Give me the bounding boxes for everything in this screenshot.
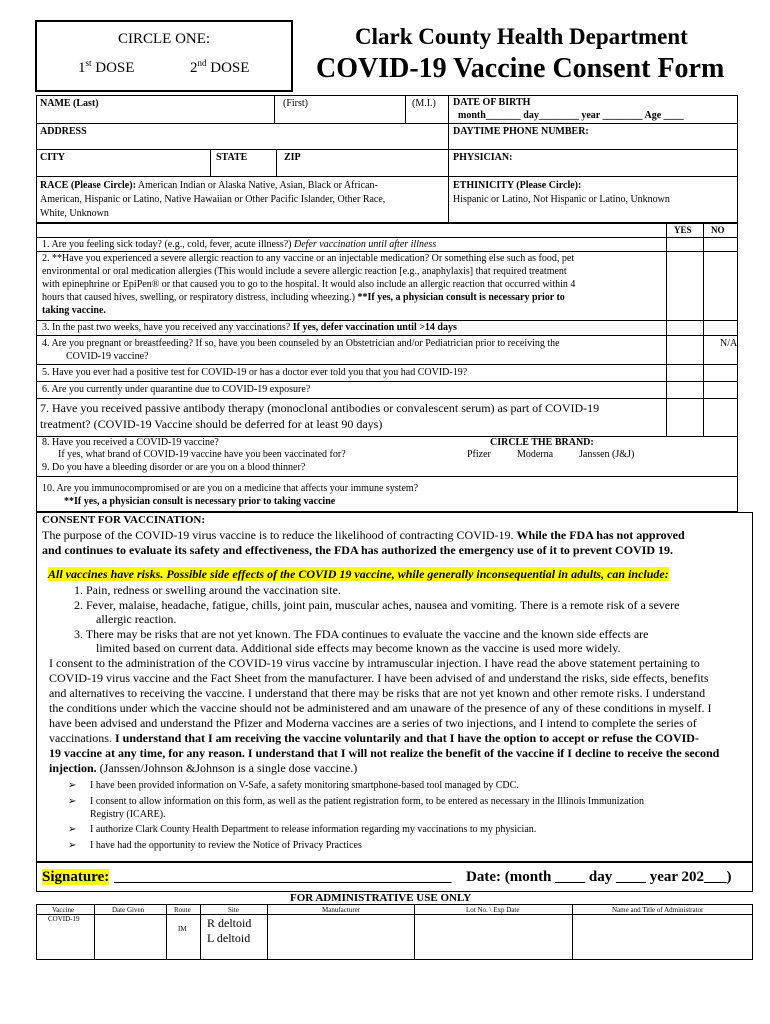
risk-1: 1. Pain, redness or swelling around the vaccination site. bbox=[74, 583, 341, 597]
consent-text-line1: I consent to the administration of the COVID-19 virus vaccine by intramuscular injection. I have read the above statement pertaining to bbox=[49, 656, 700, 670]
col-administrator: Name and Title of Administrator bbox=[612, 906, 704, 914]
consent-text-line5: have been advised and understand the Pfizer and Moderna vaccines are a series of two injections, and I intend to complete the series of bbox=[49, 716, 697, 730]
name-last-field[interactable]: NAME (Last) bbox=[40, 98, 99, 109]
col-site: Site bbox=[228, 906, 239, 914]
yes-column-header: YES bbox=[674, 225, 692, 235]
race-line2[interactable]: American, Hispanic or Latino, Native Hawaiian or Other Pacific Islander, Other Race, bbox=[40, 194, 386, 205]
consent-purpose-line2: and continues to evaluate its safety and effectiveness, the FDA has authorized the emergency use of it to prevent COVID 19. bbox=[42, 543, 674, 557]
circle-brand-label: CIRCLE THE BRAND: bbox=[490, 437, 594, 448]
consent-text-line7: 19 vaccine at any time, for any reason. I understand that I will not realize the benefit of the vaccine if I decline to receive the second bbox=[49, 746, 720, 760]
administrator-cell[interactable] bbox=[573, 915, 752, 959]
site-left-deltoid[interactable]: L deltoid bbox=[207, 931, 251, 945]
question-5: 5. Have you ever had a positive test for COVID-19 or has a doctor ever told you that you had COVID-19? bbox=[42, 367, 468, 378]
col-manufacturer: Manufacturer bbox=[322, 906, 361, 914]
site-right-deltoid[interactable]: R deltoid bbox=[207, 916, 252, 930]
bullet-2-icon: ➢ bbox=[68, 796, 77, 807]
question-3 bbox=[42, 322, 457, 333]
dob-line[interactable]: month_______ day________ year ________ Age ____ bbox=[458, 110, 684, 121]
ethnicity-options[interactable]: Hispanic or Latino, Not Hispanic or Latino, Unknown bbox=[453, 194, 670, 205]
signature-date[interactable]: Date: (month ____ day ____ year 202___) bbox=[466, 869, 732, 885]
vaccinations-word: vaccinations. bbox=[49, 731, 115, 745]
bullet-2-line1: I consent to allow information on this form, as well as the patient registration form, to be entered as necessary in the Illinois Immunization bbox=[90, 796, 645, 807]
injection-word: injection. bbox=[49, 761, 97, 775]
dose2-number: 2 bbox=[190, 60, 198, 76]
question-10-line2: **If yes, a physician consult is necessary prior to taking vaccine bbox=[64, 496, 336, 507]
risks-highlight: All vaccines have risks. Possible side effects of the COVID 19 vaccine, while generally inconsequential in adults, can include: bbox=[48, 567, 669, 581]
signature-highlight: Signature: bbox=[42, 869, 110, 885]
ethnicity-label: ETHINICITY (Please Circle): bbox=[453, 180, 582, 191]
bullet-4-icon: ➢ bbox=[68, 840, 77, 851]
q2-physician-note: **If yes, a physician consult is necessary prior to bbox=[354, 292, 565, 303]
q1-note: Defer vaccination until after illness bbox=[291, 239, 437, 250]
zip-field[interactable]: ZIP bbox=[284, 152, 301, 163]
question-2-line2: environmental or oral medication allergies (This would include a severe allergic reaction [e.g., anaphylaxis] that required treatment bbox=[42, 266, 567, 277]
question-9: 9. Do you have a bleeding disorder or are you on a blood thinner? bbox=[42, 462, 306, 473]
no-column-header: NO bbox=[711, 225, 725, 235]
consent-text-line2: COVID-19 virus vaccine and the Fact Sheet from the manufacturer. I have been advised of and understand the risks, side effects, benefits bbox=[49, 671, 709, 685]
vaccine-value: COVID-19 bbox=[48, 915, 80, 923]
risk-2-line1: 2. Fever, malaise, headache, fatigue, chills, joint pain, muscular aches, nausea and vomiting. There is a remote risk of a severe bbox=[74, 598, 680, 612]
question-8-line1: 8. Have you received a COVID-19 vaccine? bbox=[42, 437, 219, 448]
middle-initial-field[interactable]: (M.I.) bbox=[412, 98, 436, 109]
question-7-line2: treatment? (COVID-19 Vaccine should be deferred for at least 90 days) bbox=[40, 417, 383, 431]
bullet-2-line2: Registry (ICARE). bbox=[90, 809, 166, 820]
brand-janssen[interactable]: Janssen (J&J) bbox=[579, 449, 635, 460]
bullet-4: I have had the opportunity to review the Notice of Privacy Practices bbox=[90, 840, 362, 851]
question-4-line2: COVID-19 vaccine? bbox=[66, 351, 149, 362]
consent-text-line8 bbox=[49, 761, 357, 776]
question-10-line1: 10. Are you immunocompromised or are you on a medicine that affects your immune system? bbox=[42, 483, 419, 494]
form-title: COVID-19 Vaccine Consent Form bbox=[316, 53, 725, 84]
first-name-field[interactable]: (First) bbox=[283, 98, 308, 109]
route-value: IM bbox=[178, 925, 187, 933]
brand-moderna[interactable]: Moderna bbox=[517, 449, 554, 460]
date-given-cell[interactable] bbox=[95, 915, 165, 959]
risk-2-line2: allergic reaction. bbox=[96, 612, 177, 626]
question-2-line3: with epinephrine or EpiPen® or that caused you to go to the hospital. It would also include an allergic reaction that occurred within 4 bbox=[42, 279, 576, 290]
address-field[interactable]: ADDRESS bbox=[40, 126, 87, 137]
dose1-number: 1 bbox=[78, 60, 86, 76]
q3-text: 3. In the past two weeks, have you received any vaccinations? bbox=[42, 322, 291, 333]
question-6: 6. Are you currently under quarantine due to COVID-19 exposure? bbox=[42, 384, 311, 395]
risks-statement bbox=[48, 567, 669, 582]
risk-3-line2: limited based on current data. Additional side effects may become known as the vaccine is used more widely. bbox=[96, 641, 621, 655]
fda-note: While the FDA has not approved bbox=[516, 528, 685, 542]
question-7-line1: 7. Have you received passive antibody therapy (monoclonal antibodies or convalescent serum) as part of COVID-19 bbox=[40, 401, 600, 415]
race-line3[interactable]: White, Unknown bbox=[40, 208, 109, 219]
bullet-1-icon: ➢ bbox=[68, 780, 77, 791]
question-2-line1: 2. **Have you experienced a severe allergic reaction to any vaccine or an injectable medication? Or something else such as food, pet bbox=[42, 253, 575, 264]
signature-line[interactable]: _____________________________________________ bbox=[114, 869, 452, 885]
consent-purpose-line1 bbox=[42, 528, 685, 543]
risk-3-line1: 3. There may be risks that are not yet known. The FDA continues to evaluate the vaccine and the known side effects are bbox=[74, 627, 649, 641]
circle-one-label: CIRCLE ONE: bbox=[118, 31, 211, 47]
daytime-phone-field[interactable]: DAYTIME PHONE NUMBER: bbox=[453, 126, 589, 137]
purpose-text: The purpose of the COVID-19 virus vaccine is to reduce the likelihood of contracting COVID-19. bbox=[42, 528, 517, 542]
admin-heading: FOR ADMINISTRATIVE USE ONLY bbox=[290, 892, 472, 904]
dose2-sup: nd bbox=[197, 58, 207, 68]
bullet-3: I authorize Clark County Health Department to release information regarding my vaccinations to my physician. bbox=[90, 824, 537, 835]
question-8-line2: If yes, what brand of COVID-19 vaccine have you been vaccinated for? bbox=[58, 449, 346, 460]
col-vaccine: Vaccine bbox=[52, 906, 75, 914]
physician-field[interactable]: PHYSICIAN: bbox=[453, 152, 513, 163]
dose1-sup: st bbox=[85, 58, 92, 68]
brand-pfizer[interactable]: Pfizer bbox=[467, 449, 491, 460]
first-dose-option[interactable] bbox=[78, 58, 134, 77]
bullet-1: I have been provided information on V-Safe, a safety monitoring smartphone-based tool managed by CDC. bbox=[90, 780, 519, 791]
question-4-na[interactable]: N/A bbox=[720, 338, 738, 349]
race-opts-1: American Indian or Alaska Native, Asian, Black or African- bbox=[135, 180, 378, 191]
dose1-suffix: DOSE bbox=[91, 60, 135, 76]
question-1 bbox=[42, 239, 436, 250]
voluntary-statement: I understand that I am receiving the vaccine voluntarily and that I have the option to accept or refuse the COVID- bbox=[114, 731, 699, 745]
state-field[interactable]: STATE bbox=[216, 152, 248, 163]
question-4-line1: 4. Are you pregnant or breastfeeding? If so, have you been counseled by an Obstetrician and/or Pediatrician prior to receiving the bbox=[42, 338, 560, 349]
col-date-given: Date Given bbox=[112, 906, 145, 914]
race-label: RACE (Please Circle): bbox=[40, 180, 136, 191]
consent-text-line6 bbox=[49, 731, 699, 746]
city-field[interactable]: CITY bbox=[40, 152, 66, 163]
bullet-3-icon: ➢ bbox=[68, 824, 77, 835]
q2-line4-text: hours that caused hives, swelling, or respiratory distress, including wheezing.) bbox=[42, 292, 355, 303]
janssen-note: (Janssen/Johnson &Johnson is a single dose vaccine.) bbox=[96, 761, 358, 775]
q3-note: If yes, defer vaccination until >14 days bbox=[290, 322, 457, 333]
signature-label bbox=[42, 869, 109, 886]
dose2-suffix: DOSE bbox=[206, 60, 250, 76]
manufacturer-cell[interactable] bbox=[268, 915, 413, 959]
consent-text-line3: and alternatives to receiving the vaccine. I understand that there may be risks that are not yet known and other remote risks. I understand bbox=[49, 686, 706, 700]
col-lot-exp: Lot No. \ Exp Date bbox=[466, 906, 520, 914]
second-dose-option[interactable] bbox=[190, 58, 249, 77]
question-2-line5: taking vaccine. bbox=[42, 305, 106, 316]
org-name: Clark County Health Department bbox=[355, 24, 688, 49]
consent-text-line4: the conditions under which the vaccine should not be administered and am unaware of the presence of any of these conditions in myself. I bbox=[49, 701, 712, 715]
q1-text: 1. Are you feeling sick today? (e.g., cold, fever, acute illness?) bbox=[42, 239, 292, 250]
race-line1[interactable] bbox=[40, 180, 378, 191]
question-2-line4 bbox=[42, 292, 565, 303]
col-route: Route bbox=[174, 906, 191, 914]
consent-heading: CONSENT FOR VACCINATION: bbox=[42, 514, 205, 526]
lot-exp-cell[interactable] bbox=[415, 915, 571, 959]
dob-label: DATE OF BIRTH bbox=[453, 97, 531, 108]
